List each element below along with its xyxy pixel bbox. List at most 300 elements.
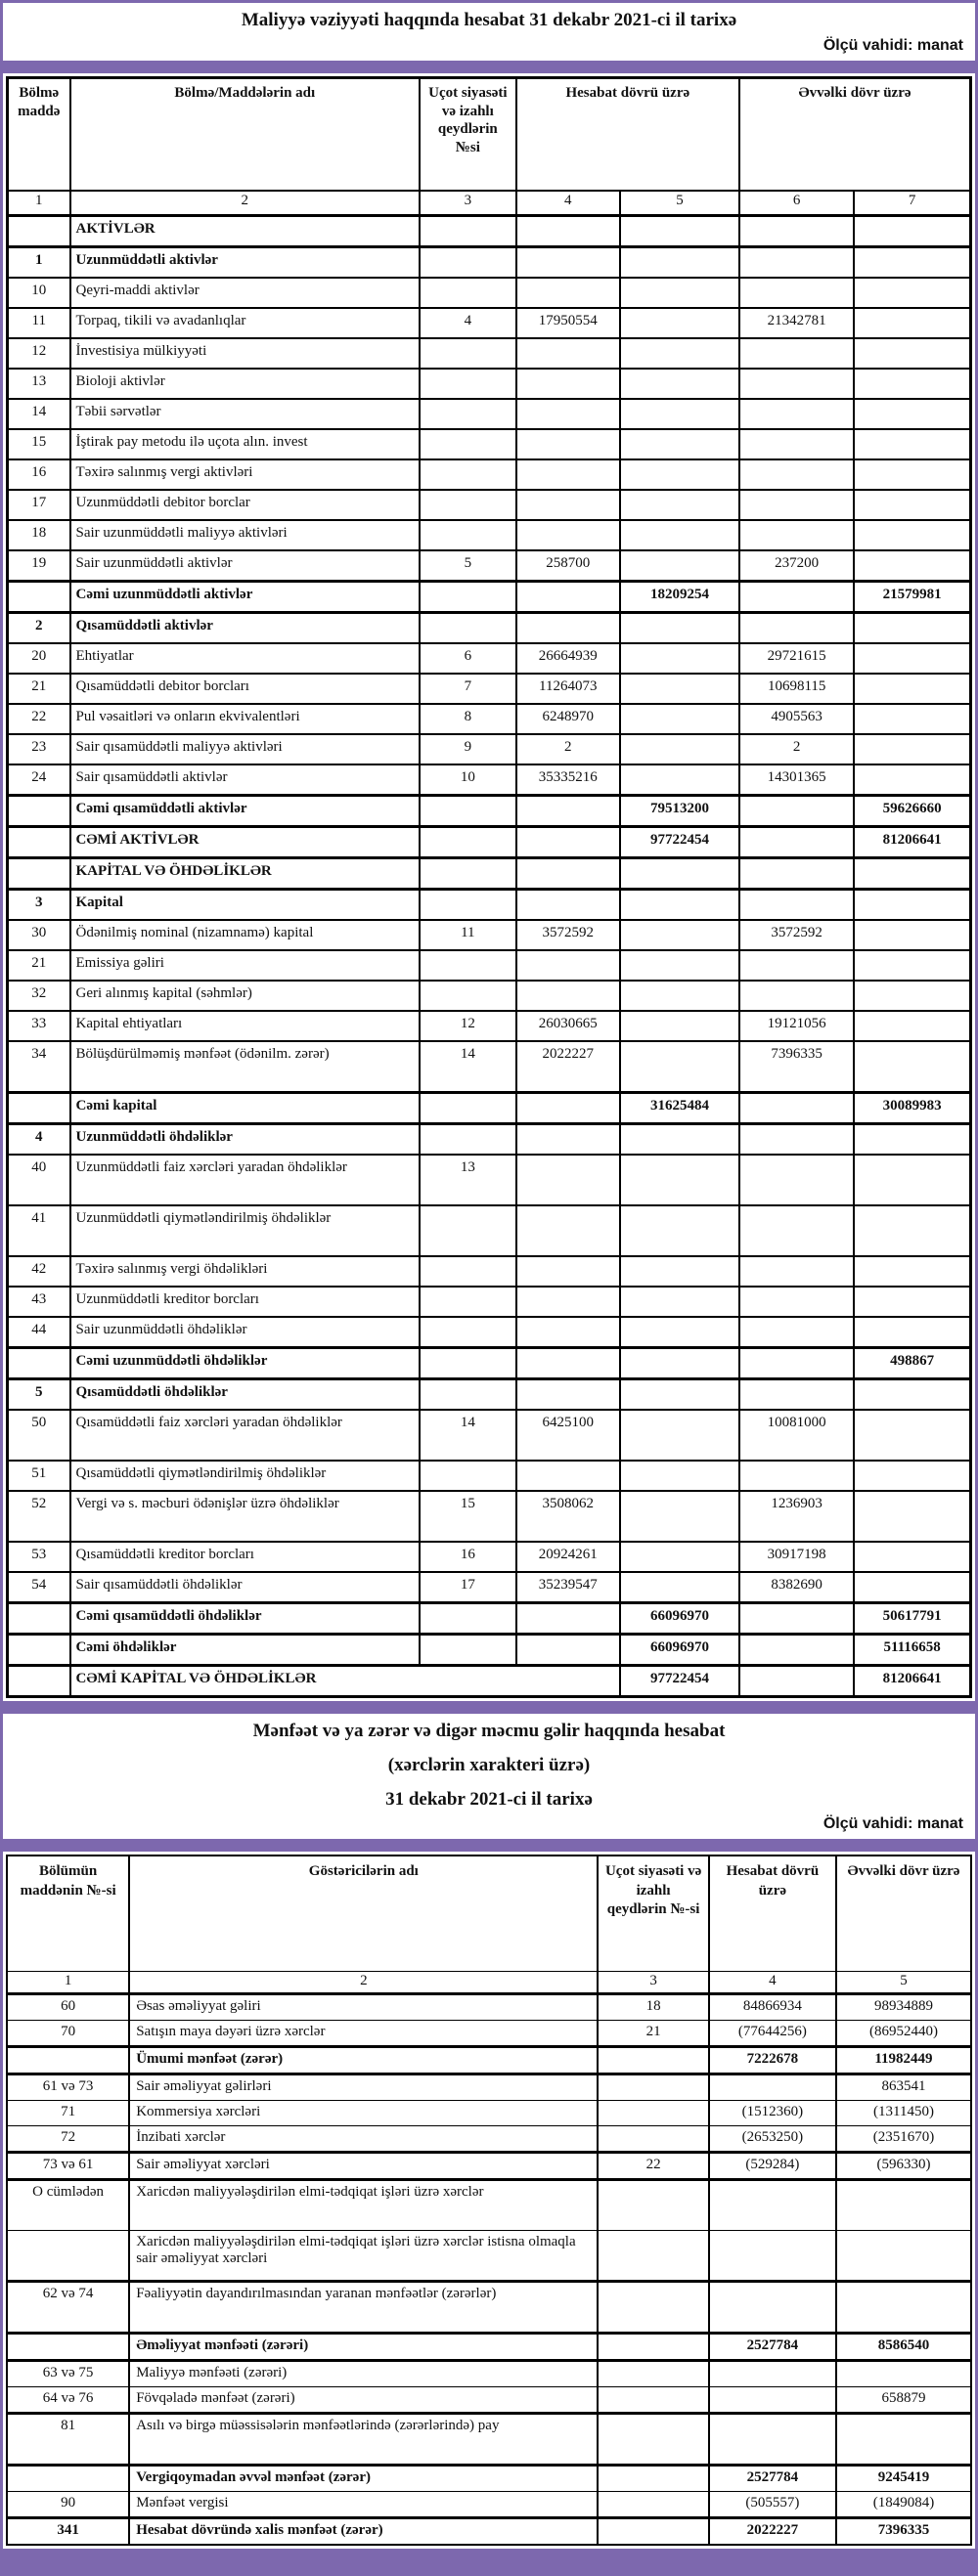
cell-note-number bbox=[420, 520, 516, 550]
cell-section-code: 73 və 61 bbox=[7, 2153, 129, 2180]
cell-value bbox=[516, 1461, 620, 1491]
cell-value: 14301365 bbox=[739, 764, 854, 796]
cell-note-number bbox=[598, 2466, 708, 2492]
cell-note-number bbox=[598, 2518, 708, 2546]
cell-value: 17950554 bbox=[516, 308, 620, 338]
cell-value bbox=[516, 1123, 620, 1155]
cell-section-code: 4 bbox=[8, 1123, 70, 1155]
cell-item-name: CƏMİ KAPİTAL VƏ ÖHDƏLİKLƏR bbox=[70, 1665, 620, 1696]
cell-value: 26030665 bbox=[516, 1011, 620, 1041]
cell-value: 21342781 bbox=[739, 308, 854, 338]
cell-value bbox=[516, 1347, 620, 1378]
cell-item-name: AKTİVLƏR bbox=[70, 215, 421, 246]
cell-value: 79513200 bbox=[620, 795, 739, 826]
cell-section-code: 54 bbox=[8, 1572, 70, 1603]
cell-value: 66096970 bbox=[620, 1602, 739, 1634]
cell-value bbox=[854, 246, 970, 278]
cell-item-name: Sair qısamüddətli öhdəliklər bbox=[70, 1572, 421, 1603]
balance-sheet-body bbox=[8, 215, 971, 1696]
cell-note-number bbox=[598, 2387, 708, 2414]
cell-note-number bbox=[420, 1634, 516, 1665]
cell-value: 35239547 bbox=[516, 1572, 620, 1603]
cell-section-code: 23 bbox=[8, 734, 70, 764]
cell-note-number bbox=[420, 826, 516, 857]
cell-item-name: Sair uzunmüddətli öhdəliklər bbox=[70, 1317, 421, 1348]
cell-value bbox=[854, 1256, 970, 1287]
cell-value bbox=[516, 246, 620, 278]
cell-note-number bbox=[420, 1256, 516, 1287]
cell-item-name: Torpaq, tikili və avadanlıqlar bbox=[70, 308, 421, 338]
cell-note-number bbox=[420, 1205, 516, 1256]
table-row bbox=[8, 1491, 971, 1542]
column-number: 3 bbox=[598, 1972, 708, 1994]
cell-note-number: 16 bbox=[420, 1542, 516, 1572]
cell-value bbox=[854, 1287, 970, 1317]
cell-section-code bbox=[8, 1634, 70, 1665]
cell-section-code bbox=[8, 1665, 70, 1696]
table-row bbox=[7, 2153, 971, 2180]
cell-value bbox=[620, 643, 739, 674]
cell-section-code: 11 bbox=[8, 308, 70, 338]
cell-note-number bbox=[420, 246, 516, 278]
cell-note-number bbox=[598, 2231, 708, 2282]
table-row bbox=[8, 1542, 971, 1572]
cell-item-name: Fövqəladə mənfəət (zərəri) bbox=[129, 2387, 598, 2414]
cell-section-code: 20 bbox=[8, 643, 70, 674]
cell-section-code: 81 bbox=[7, 2414, 129, 2466]
cell-value bbox=[516, 1092, 620, 1123]
cell-item-name: Sair əməliyyat xərcləri bbox=[129, 2153, 598, 2180]
cell-note-number: 11 bbox=[420, 920, 516, 950]
cell-value: 237200 bbox=[739, 550, 854, 582]
cell-item-name: Hesabat dövründə xalis mənfəət (zərər) bbox=[129, 2518, 598, 2546]
table-row bbox=[8, 1041, 971, 1093]
cell-item-name: Qısamüddətli öhdəliklər bbox=[70, 1378, 421, 1410]
cell-note-number bbox=[420, 490, 516, 520]
cell-note-number: 12 bbox=[420, 1011, 516, 1041]
cell-item-name: KAPİTAL VƏ ÖHDƏLİKLƏR bbox=[70, 857, 421, 889]
cell-value bbox=[854, 734, 970, 764]
table-row bbox=[8, 1205, 971, 1256]
cell-value bbox=[854, 950, 970, 981]
cell-value bbox=[739, 1634, 854, 1665]
cell-value bbox=[739, 1256, 854, 1287]
table-row bbox=[8, 308, 971, 338]
cell-value bbox=[739, 399, 854, 429]
cell-item-name: Qısamüddətli aktivlər bbox=[70, 612, 421, 643]
cell-value bbox=[516, 520, 620, 550]
cell-value bbox=[854, 1123, 970, 1155]
balance-sheet-column-number-row bbox=[8, 191, 971, 216]
cell-item-name: Cəmi öhdəliklər bbox=[70, 1634, 421, 1665]
column-number: 4 bbox=[709, 1972, 836, 1994]
table-row bbox=[8, 857, 971, 889]
cell-value bbox=[739, 1347, 854, 1378]
table-row bbox=[8, 1378, 971, 1410]
cell-value: (1849084) bbox=[836, 2492, 971, 2518]
cell-section-code: 30 bbox=[8, 920, 70, 950]
cell-value: 31625484 bbox=[620, 1092, 739, 1123]
cell-value bbox=[739, 278, 854, 308]
cell-note-number bbox=[420, 950, 516, 981]
cell-section-code: 63 və 75 bbox=[7, 2361, 129, 2387]
cell-section-code: 90 bbox=[7, 2492, 129, 2518]
column-number: 2 bbox=[70, 191, 421, 216]
cell-value bbox=[854, 1317, 970, 1348]
table-row bbox=[7, 2334, 971, 2361]
cell-value bbox=[516, 857, 620, 889]
cell-value bbox=[854, 643, 970, 674]
cell-value: 84866934 bbox=[709, 1994, 836, 2021]
cell-value bbox=[709, 2387, 836, 2414]
cell-value bbox=[854, 981, 970, 1011]
cell-note-number: 5 bbox=[420, 550, 516, 582]
cell-value bbox=[516, 826, 620, 857]
cell-item-name: Sair qısamüddətli aktivlər bbox=[70, 764, 421, 796]
cell-item-name: Cəmi uzunmüddətli öhdəliklər bbox=[70, 1347, 421, 1378]
cell-value: 97722454 bbox=[620, 826, 739, 857]
cell-note-number: 15 bbox=[420, 1491, 516, 1542]
cell-note-number bbox=[420, 215, 516, 246]
table-row bbox=[8, 338, 971, 369]
cell-section-code: 40 bbox=[8, 1155, 70, 1205]
cell-item-name: Mənfəət vergisi bbox=[129, 2492, 598, 2518]
cell-value bbox=[516, 1317, 620, 1348]
cell-value bbox=[620, 857, 739, 889]
cell-value bbox=[516, 1378, 620, 1410]
cell-value: (1311450) bbox=[836, 2101, 971, 2126]
cell-value: 20924261 bbox=[516, 1542, 620, 1572]
column-number: 5 bbox=[620, 191, 739, 216]
table-row bbox=[7, 2180, 971, 2231]
column-number: 1 bbox=[8, 191, 70, 216]
cell-note-number bbox=[420, 1461, 516, 1491]
cell-section-code: 341 bbox=[7, 2518, 129, 2546]
cell-note-number bbox=[420, 581, 516, 612]
cell-value: 66096970 bbox=[620, 1634, 739, 1665]
cell-item-name: Geri alınmış kapital (səhmlər) bbox=[70, 981, 421, 1011]
table-row bbox=[7, 2047, 971, 2074]
cell-note-number: 13 bbox=[420, 1155, 516, 1205]
cell-section-code: 50 bbox=[8, 1410, 70, 1461]
column-header-note: Uçot siyasəti və izahlı qeydlərin №-si bbox=[598, 1856, 708, 1972]
cell-value bbox=[516, 1602, 620, 1634]
cell-note-number bbox=[598, 2101, 708, 2126]
cell-section-code bbox=[7, 2466, 129, 2492]
cell-value bbox=[739, 459, 854, 490]
income-statement-column-number-row bbox=[7, 1972, 971, 1994]
cell-value: 2 bbox=[516, 734, 620, 764]
cell-value bbox=[854, 1461, 970, 1491]
column-header-section: Bölümün maddənin №-si bbox=[7, 1856, 129, 1972]
cell-value bbox=[739, 520, 854, 550]
cell-value bbox=[620, 674, 739, 704]
cell-value bbox=[739, 429, 854, 459]
cell-value bbox=[739, 215, 854, 246]
cell-section-code bbox=[7, 2047, 129, 2074]
cell-value: (529284) bbox=[709, 2153, 836, 2180]
table-row bbox=[8, 399, 971, 429]
cell-item-name: Vergiqoymadan əvvəl mənfəət (zərər) bbox=[129, 2466, 598, 2492]
table-row bbox=[7, 1994, 971, 2021]
cell-note-number bbox=[420, 1317, 516, 1348]
cell-section-code: 42 bbox=[8, 1256, 70, 1287]
cell-value bbox=[854, 1410, 970, 1461]
cell-value bbox=[620, 490, 739, 520]
cell-note-number bbox=[420, 1378, 516, 1410]
cell-value bbox=[739, 1287, 854, 1317]
cell-value: 3572592 bbox=[516, 920, 620, 950]
table-row bbox=[8, 550, 971, 582]
table-row bbox=[8, 1256, 971, 1287]
cell-value bbox=[854, 490, 970, 520]
cell-note-number bbox=[598, 2282, 708, 2334]
cell-value bbox=[516, 1287, 620, 1317]
cell-note-number bbox=[420, 278, 516, 308]
cell-value bbox=[739, 1205, 854, 1256]
cell-value: (2653250) bbox=[709, 2126, 836, 2153]
cell-value bbox=[854, 308, 970, 338]
column-header-previous-period: Əvvəlki dövr üzrə bbox=[739, 77, 970, 191]
cell-value bbox=[620, 1542, 739, 1572]
cell-value: 50617791 bbox=[854, 1602, 970, 1634]
cell-value bbox=[620, 308, 739, 338]
cell-value bbox=[516, 215, 620, 246]
cell-note-number bbox=[420, 399, 516, 429]
cell-value bbox=[620, 1378, 739, 1410]
cell-value bbox=[620, 278, 739, 308]
income-statement-table bbox=[6, 1855, 972, 2546]
cell-value bbox=[854, 889, 970, 920]
table-row bbox=[7, 2282, 971, 2334]
table-row bbox=[7, 2074, 971, 2101]
cell-section-code bbox=[7, 2231, 129, 2282]
cell-item-name: Satışın maya dəyəri üzrə xərclər bbox=[129, 2021, 598, 2047]
cell-section-code: 19 bbox=[8, 550, 70, 582]
cell-value: 2022227 bbox=[709, 2518, 836, 2546]
cell-value bbox=[854, 1542, 970, 1572]
table-row bbox=[8, 1317, 971, 1348]
column-header-current-period: Hesabat dövrü üzrə bbox=[709, 1856, 836, 1972]
table-row bbox=[8, 1011, 971, 1041]
cell-item-name: Təxirə salınmış vergi öhdəlikləri bbox=[70, 1256, 421, 1287]
cell-note-number bbox=[420, 429, 516, 459]
cell-item-name: Uzunmüddətli faiz xərcləri yaradan öhdəliklər bbox=[70, 1155, 421, 1205]
cell-note-number bbox=[598, 2126, 708, 2153]
cell-value: (1512360) bbox=[709, 2101, 836, 2126]
cell-value: 1236903 bbox=[739, 1491, 854, 1542]
table-row bbox=[8, 246, 971, 278]
cell-value bbox=[709, 2231, 836, 2282]
cell-section-code: 34 bbox=[8, 1041, 70, 1093]
cell-item-name: Uzunmüddətli aktivlər bbox=[70, 246, 421, 278]
cell-value bbox=[516, 278, 620, 308]
cell-value bbox=[620, 1041, 739, 1093]
cell-item-name: Cəmi kapital bbox=[70, 1092, 421, 1123]
cell-value bbox=[739, 826, 854, 857]
cell-value bbox=[854, 704, 970, 734]
cell-value bbox=[854, 459, 970, 490]
cell-note-number: 7 bbox=[420, 674, 516, 704]
cell-item-name: Təxirə salınmış vergi aktivləri bbox=[70, 459, 421, 490]
cell-note-number bbox=[420, 1602, 516, 1634]
cell-value bbox=[620, 1572, 739, 1603]
column-number: 5 bbox=[836, 1972, 971, 1994]
cell-value: (77644256) bbox=[709, 2021, 836, 2047]
cell-value bbox=[709, 2074, 836, 2101]
cell-item-name: Sair qısamüddətli maliyyə aktivləri bbox=[70, 734, 421, 764]
income-statement-header-row bbox=[7, 1856, 971, 1972]
table-row bbox=[7, 2414, 971, 2466]
cell-value: 81206641 bbox=[854, 1665, 970, 1696]
cell-value bbox=[854, 1041, 970, 1093]
cell-value bbox=[620, 1205, 739, 1256]
cell-value bbox=[709, 2414, 836, 2466]
cell-value: 98934889 bbox=[836, 1994, 971, 2021]
cell-value bbox=[739, 950, 854, 981]
cell-item-name: Qısamüddətli qiymətləndirilmiş öhdəliklər bbox=[70, 1461, 421, 1491]
balance-sheet-title-block bbox=[3, 3, 975, 61]
cell-value bbox=[620, 246, 739, 278]
cell-section-code: 15 bbox=[8, 429, 70, 459]
cell-value: 2527784 bbox=[709, 2466, 836, 2492]
cell-item-name: Fəaliyyətin dayandırılmasından yaranan mənfəətlər (zərərlər) bbox=[129, 2282, 598, 2334]
cell-item-name: Uzunmüddətli kreditor borcları bbox=[70, 1287, 421, 1317]
cell-value: 3572592 bbox=[739, 920, 854, 950]
cell-value bbox=[854, 1011, 970, 1041]
cell-value bbox=[739, 1602, 854, 1634]
cell-section-code: 52 bbox=[8, 1491, 70, 1542]
cell-value bbox=[620, 764, 739, 796]
column-header-name: Bölmə/Maddələrin adı bbox=[70, 77, 421, 191]
cell-value: 18209254 bbox=[620, 581, 739, 612]
cell-value bbox=[620, 704, 739, 734]
cell-value bbox=[836, 2414, 971, 2466]
cell-item-name: Bölüşdürülməmiş mənfəət (ödənilm. zərər) bbox=[70, 1041, 421, 1093]
cell-item-name: Uzunmüddətli qiymətləndirilmiş öhdəliklər bbox=[70, 1205, 421, 1256]
table-row bbox=[8, 764, 971, 796]
column-number: 1 bbox=[7, 1972, 129, 1994]
cell-note-number bbox=[598, 2414, 708, 2466]
cell-section-code: 21 bbox=[8, 950, 70, 981]
cell-section-code: 51 bbox=[8, 1461, 70, 1491]
table-row bbox=[8, 1572, 971, 1603]
cell-value bbox=[739, 1378, 854, 1410]
table-row bbox=[8, 1634, 971, 1665]
cell-value: 8586540 bbox=[836, 2334, 971, 2361]
column-number: 7 bbox=[854, 191, 970, 216]
cell-value bbox=[620, 1123, 739, 1155]
table-row bbox=[8, 429, 971, 459]
cell-value: 21579981 bbox=[854, 581, 970, 612]
cell-item-name: Ehtiyatlar bbox=[70, 643, 421, 674]
cell-value bbox=[739, 889, 854, 920]
table-row bbox=[8, 889, 971, 920]
cell-value bbox=[516, 1256, 620, 1287]
cell-value bbox=[854, 1491, 970, 1542]
cell-value: (2351670) bbox=[836, 2126, 971, 2153]
cell-item-name: CƏMİ AKTİVLƏR bbox=[70, 826, 421, 857]
cell-item-name: Qeyri-maddi aktivlər bbox=[70, 278, 421, 308]
cell-value bbox=[739, 795, 854, 826]
cell-section-code: 12 bbox=[8, 338, 70, 369]
cell-note-number: 18 bbox=[598, 1994, 708, 2021]
table-row bbox=[8, 1155, 971, 1205]
cell-value bbox=[516, 369, 620, 399]
cell-section-code: 3 bbox=[8, 889, 70, 920]
cell-section-code: 53 bbox=[8, 1542, 70, 1572]
table-row bbox=[8, 1347, 971, 1378]
cell-item-name: Sair uzunmüddətli aktivlər bbox=[70, 550, 421, 582]
cell-value bbox=[854, 612, 970, 643]
cell-note-number: 17 bbox=[420, 1572, 516, 1603]
cell-note-number bbox=[420, 857, 516, 889]
cell-note-number bbox=[598, 2180, 708, 2231]
cell-section-code bbox=[8, 1602, 70, 1634]
cell-item-name: Kapital bbox=[70, 889, 421, 920]
cell-note-number bbox=[420, 889, 516, 920]
cell-value bbox=[854, 1155, 970, 1205]
cell-section-code bbox=[8, 1347, 70, 1378]
cell-value bbox=[854, 1205, 970, 1256]
income-statement-title: Mənfəət və ya zərər və digər məcmu gəlir haqqında hesabat bbox=[252, 1720, 726, 1741]
cell-value bbox=[620, 889, 739, 920]
cell-section-code: 5 bbox=[8, 1378, 70, 1410]
cell-section-code bbox=[8, 581, 70, 612]
cell-value: (505557) bbox=[709, 2492, 836, 2518]
cell-section-code bbox=[8, 826, 70, 857]
cell-section-code: 33 bbox=[8, 1011, 70, 1041]
cell-section-code: 62 və 74 bbox=[7, 2282, 129, 2334]
cell-value bbox=[620, 734, 739, 764]
table-row bbox=[8, 612, 971, 643]
cell-value bbox=[709, 2180, 836, 2231]
cell-section-code: 41 bbox=[8, 1205, 70, 1256]
column-number: 2 bbox=[129, 1972, 598, 1994]
table-row bbox=[8, 734, 971, 764]
cell-item-name: Pul vəsaitləri və onların ekvivalentləri bbox=[70, 704, 421, 734]
cell-item-name: Ödənilmiş nominal (nizamnamə) kapital bbox=[70, 920, 421, 950]
cell-item-name: İştirak pay metodu ilə uçota alın. invest bbox=[70, 429, 421, 459]
cell-item-name: Emissiya gəliri bbox=[70, 950, 421, 981]
cell-value bbox=[739, 612, 854, 643]
cell-value bbox=[739, 857, 854, 889]
cell-note-number bbox=[420, 1347, 516, 1378]
table-row bbox=[8, 581, 971, 612]
table-row bbox=[8, 950, 971, 981]
cell-value: 29721615 bbox=[739, 643, 854, 674]
table-row bbox=[8, 1410, 971, 1461]
cell-value bbox=[836, 2282, 971, 2334]
cell-value bbox=[620, 520, 739, 550]
table-row bbox=[7, 2466, 971, 2492]
cell-item-name: Təbii sərvətlər bbox=[70, 399, 421, 429]
column-number: 6 bbox=[739, 191, 854, 216]
cell-item-name: Qısamüddətli debitor borcları bbox=[70, 674, 421, 704]
cell-value bbox=[620, 1491, 739, 1542]
cell-section-code: 16 bbox=[8, 459, 70, 490]
cell-value: 6425100 bbox=[516, 1410, 620, 1461]
cell-item-name: Uzunmüddətli öhdəliklər bbox=[70, 1123, 421, 1155]
cell-value bbox=[516, 981, 620, 1011]
column-header-note: Uçot siyasəti və izahlı qeydlərin №si bbox=[420, 77, 516, 191]
cell-item-name: Uzunmüddətli debitor borclar bbox=[70, 490, 421, 520]
table-row bbox=[8, 674, 971, 704]
table-row bbox=[8, 1461, 971, 1491]
cell-note-number: 14 bbox=[420, 1041, 516, 1093]
table-row bbox=[8, 1123, 971, 1155]
cell-value: 2 bbox=[739, 734, 854, 764]
